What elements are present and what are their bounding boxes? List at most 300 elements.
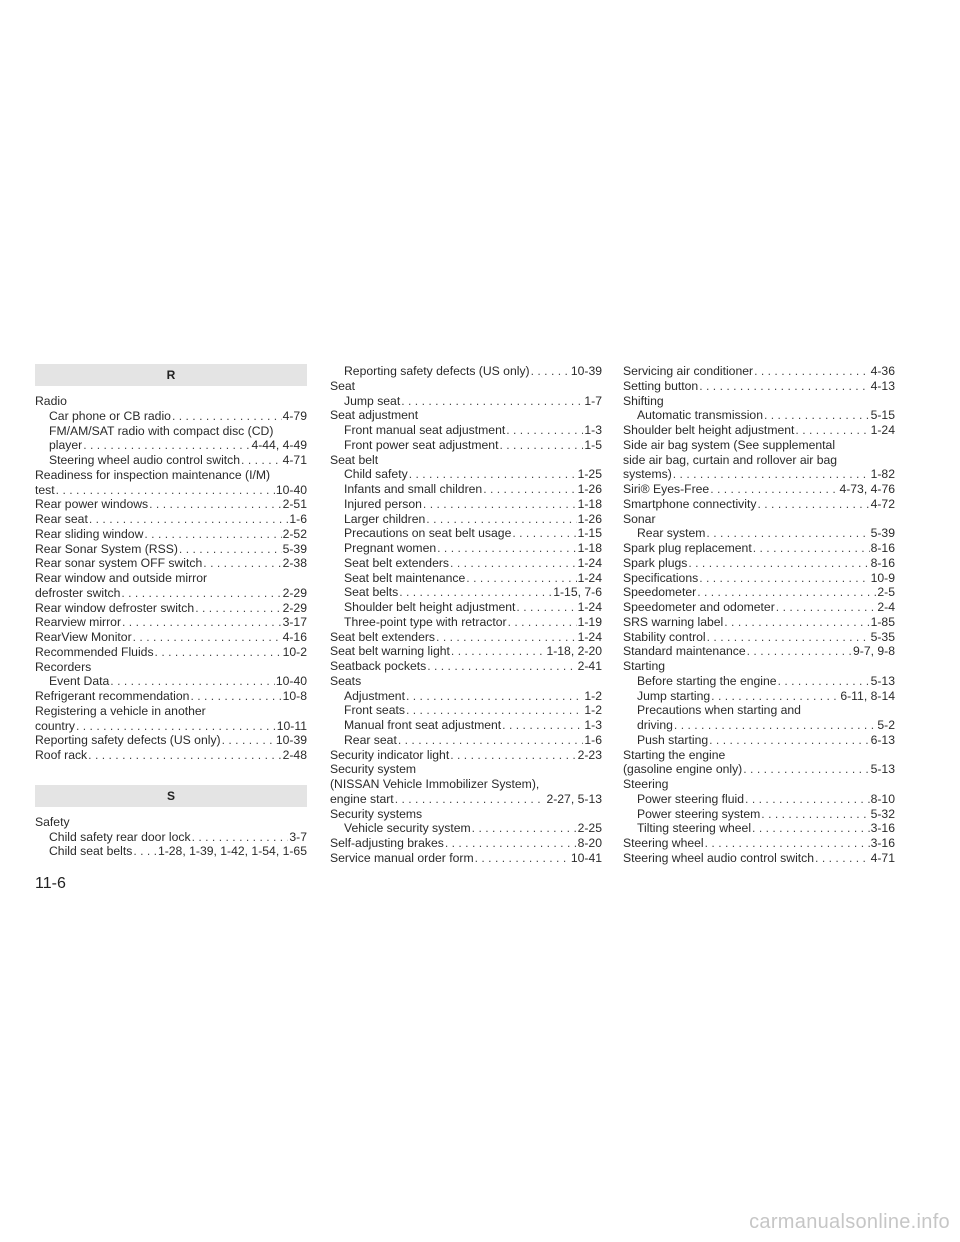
index-entry [35,497,307,512]
index-entry-term: SRS warning label [623,614,724,629]
index-entry [623,703,895,718]
page-number: 11-6 [35,875,66,892]
index-entry-term: Starting [623,659,666,673]
index-entry-page-ref[interactable]: 8-16 [870,541,895,555]
index-entry-term: Steering wheel [623,836,704,850]
index-entry-term: Rear sonar system OFF switch [35,556,203,571]
index-entry-term: Seat belt warning light [330,644,450,659]
dot-leader [398,733,584,748]
dot-leader [172,409,282,424]
index-entry [330,615,602,630]
index-entry-page-ref[interactable]: 1-82 [870,467,895,482]
index-entry-page-ref[interactable]: 5-13 [870,762,895,777]
index-entry [623,644,895,659]
index-column-1 [35,364,307,859]
index-entry-term: Starting the engine [623,747,726,762]
dot-leader [195,601,281,616]
index-entry-term: Seat belt maintenance [344,570,466,585]
index-entry-term: Seat [330,378,356,393]
index-entry-page-ref[interactable]: 10-2 [282,644,307,659]
index-entry-term: Speedometer and odometer [623,600,775,614]
index-entry [35,438,307,453]
index-entry [330,689,602,704]
index-entry-page-ref[interactable]: 2-25 [577,821,602,836]
index-entry-term: Seat belt extenders [344,555,450,570]
index-entry-term: RearView Monitor [35,630,132,644]
dot-leader [190,689,281,704]
dot-leader [149,497,281,512]
index-entry [35,719,307,734]
index-entry-page-ref[interactable]: 1-24 [577,629,602,644]
dot-leader [697,585,876,600]
index-entry [330,630,602,645]
index-entry-term: Rear seat [344,732,397,747]
index-entry-term: Security indicator light [330,747,450,762]
index-entry [330,748,602,763]
index-entry-term: driving [637,718,673,732]
index-entry-page-ref[interactable]: 8-16 [870,555,895,570]
dot-leader [88,748,281,763]
index-entry-term: Radio [35,394,67,408]
index-entry-term: Child safety [344,467,408,482]
index-entry-page-ref[interactable]: 1-85 [870,614,895,629]
index-entry-page-ref[interactable]: 1-7 [584,393,602,408]
index-entry [330,644,602,659]
dot-leader [445,836,577,851]
index-entry [330,571,602,586]
index-entry [623,836,895,851]
index-entry [330,497,602,512]
index-entry-term: Automatic transmission [637,408,763,423]
index-entry-page-ref[interactable]: 2-52 [282,526,307,541]
index-entry-term: Rearview mirror [35,615,121,630]
index-entry-page-ref[interactable]: 8-10 [870,791,895,806]
index-entry-term: Tilting steering wheel [637,821,752,836]
index-entry-term: Shifting [623,393,664,408]
dot-leader [451,644,546,659]
dot-leader [406,689,583,704]
index-entry [35,556,307,571]
dot-leader [761,807,869,822]
index-entry-page-ref[interactable]: 8-20 [577,836,602,850]
index-entry [623,718,895,733]
index-entry-page-ref[interactable]: 1-18 [577,496,602,511]
index-entry-term: Seat belts [344,585,399,600]
index-entry [35,815,307,830]
index-entry-term: Self-adjusting brakes [330,836,444,850]
index-entry-term: engine start [330,791,394,806]
index-entry [35,704,307,719]
index-entry-term: Readiness for inspection maintenance (I/M) [35,467,271,482]
index-entry-term: defroster switch [35,585,121,600]
index-entry-page-ref[interactable]: 10-39 [570,364,602,378]
index-entry-page-ref[interactable]: 1-18, 2-20 [546,644,602,659]
index-entry-term: (NISSAN Vehicle Immobilizer System), [330,777,540,791]
index-entry-page-ref[interactable]: 6-11, 8-14 [840,688,895,703]
index-entry [35,674,307,689]
index-entry-term: test [35,482,55,497]
index-entry [623,364,895,379]
index-entry [330,394,602,409]
index-entry [623,792,895,807]
index-entry-term: Pregnant women [344,541,437,555]
index-entry-term: Steering wheel audio control switch [49,453,241,467]
index-entry-page-ref[interactable]: 1-2 [584,688,602,703]
index-entry [35,615,307,630]
index-entry-page-ref[interactable]: 1-24 [870,423,895,437]
index-entry-term: Seatback pockets [330,659,427,673]
index-entry-page-ref[interactable]: 3-17 [282,615,307,630]
index-entry-term: player [49,438,83,453]
dot-leader [179,542,282,557]
index-entry-page-ref[interactable]: 2-41 [577,659,602,673]
index-entry-page-ref[interactable]: 5-15 [870,408,895,423]
dot-leader [711,689,839,704]
dot-leader [89,512,289,527]
index-entry [330,792,602,807]
dot-leader [724,615,869,630]
dot-leader [399,585,552,600]
dot-leader [110,674,275,689]
dot-leader [508,615,577,630]
index-entry-page-ref[interactable]: 1-6 [289,512,307,526]
index-entry-term: country [35,718,75,733]
index-entry-term: Child seat belts [49,844,133,859]
index-entry-term: Standard maintenance [623,644,746,659]
dot-leader [754,364,870,379]
index-entry-page-ref[interactable]: 2-4 [877,600,895,614]
index-entry-term: Seat belt extenders [330,629,436,644]
index-entry-page-ref[interactable]: 4-44, 4-49 [251,438,307,453]
dot-leader [466,571,576,586]
dot-leader [673,467,870,482]
dot-leader [778,674,870,689]
index-entry [330,512,602,527]
index-entry [330,733,602,748]
index-entry [623,467,895,482]
index-entry-page-ref[interactable]: 1-26 [577,482,602,496]
index-entry-page-ref[interactable]: 1-19 [577,614,602,629]
dot-leader [437,541,576,556]
index-entry [35,542,307,557]
index-entry-page-ref[interactable]: 1-26 [577,511,602,526]
dot-leader [133,630,282,645]
dot-leader [409,467,577,482]
index-entry [35,601,307,616]
dot-leader [710,482,838,497]
dot-leader [401,394,583,409]
index-entry [623,423,895,438]
index-entry-term: Side air bag system (See supplemental [623,437,836,452]
index-entry-term: Servicing air conditioner [623,364,754,378]
index-entry-page-ref[interactable]: 1-25 [577,467,602,482]
dot-leader [706,526,869,541]
index-entry-page-ref[interactable]: 4-72 [870,496,895,511]
index-entry-page-ref[interactable]: 5-32 [870,806,895,821]
index-entry-term: Car phone or CB radio [49,408,171,423]
index-entry-page-ref[interactable]: 4-73, 4-76 [839,482,895,496]
dot-leader [499,438,583,453]
index-entry-term: FM/AM/SAT radio with compact disc (CD) [49,423,274,438]
dot-leader [753,541,870,556]
index-entry-term: Seats [330,673,362,688]
index-entry-term: Rear window defroster switch [35,600,195,615]
index-entry [35,733,307,748]
index-entry-term: Front seats [344,703,405,718]
index-entry-page-ref[interactable]: 10-11 [276,718,307,733]
index-entry-page-ref[interactable]: 1-6 [584,732,602,747]
dot-leader [707,630,870,645]
index-entry [623,453,895,468]
index-entry-term: Security system [330,762,417,777]
index-entry-page-ref[interactable]: 1-15 [577,526,602,541]
index-entry [35,586,307,601]
index-entry [330,807,602,822]
index-entry-page-ref[interactable]: 1-3 [584,718,602,732]
index-entry-page-ref[interactable]: 10-9 [870,570,895,585]
index-entry-page-ref[interactable]: 1-3 [584,423,602,437]
index-entry [330,467,602,482]
index-entry [330,600,602,615]
index-entry-term: Rear seat [35,512,88,526]
index-entry [35,645,307,660]
index-entry-term: Seat belt [330,452,379,467]
index-entry [35,630,307,645]
dot-leader [674,718,876,733]
index-entry-term: Refrigerant recommendation [35,689,190,703]
index-entry-page-ref[interactable]: 1-18 [577,541,602,555]
dot-leader [155,645,282,660]
index-column-3 [623,364,895,866]
index-entry-term: Child safety rear door lock [49,829,191,844]
index-entry-term: Reporting safety defects (US only) [35,733,221,748]
index-entry [623,571,895,586]
index-entry-term: Manual front seat adjustment [344,718,502,732]
index-entry [35,453,307,468]
index-entry-page-ref[interactable]: 5-2 [877,718,895,732]
index-entry-page-ref[interactable]: 4-79 [282,408,307,423]
index-entry-page-ref[interactable]: 2-23 [577,747,602,762]
index-entry-page-ref[interactable]: 2-29 [282,600,307,615]
dot-leader [423,497,577,512]
index-entry [623,762,895,777]
index-entry-page-ref[interactable]: 1-15, 7-6 [553,585,602,600]
index-entry-term: side air bag, curtain and rollover air bag [623,452,838,467]
dot-leader [426,512,576,527]
index-entry-page-ref[interactable]: 2-48 [282,748,307,762]
index-entry-page-ref[interactable]: 4-71 [282,453,307,467]
index-entry [330,821,602,836]
dot-leader [472,821,577,836]
index-entry-term: Before starting the engine [637,673,777,688]
index-entry-term: Power steering fluid [637,791,745,806]
index-entry-term: Seat adjustment [330,408,419,423]
index-entry [330,453,602,468]
dot-leader [752,821,870,836]
index-entry [330,762,602,777]
index-entry-page-ref[interactable]: 4-13 [870,378,895,393]
index-entry [35,571,307,586]
index-entry-term: Injured person [344,496,422,511]
dot-leader [743,762,869,777]
index-entry-term: Recorders [35,659,92,674]
index-entry-term: Recommended Fluids [35,644,154,659]
index-entry-page-ref[interactable]: 4-16 [282,630,307,644]
index-entry [330,408,602,423]
dot-leader [688,556,869,571]
index-entry [35,409,307,424]
index-entry-term: Vehicle security system [344,821,471,836]
dot-leader [531,364,570,379]
dot-leader [502,718,583,733]
section-header: S [35,785,307,807]
index-entry-page-ref[interactable]: 1-24 [577,555,602,570]
index-entry-term: Specifications [623,570,699,585]
index-entry [330,482,602,497]
index-entry-term: Security systems [330,806,423,821]
index-entry-term: Front power seat adjustment [344,437,499,452]
index-entry-term: Smartphone connectivity [623,496,757,511]
index-entry [623,674,895,689]
index-entry-term: Precautions on seat belt usage [344,526,512,541]
index-entry-page-ref[interactable]: 10-41 [570,850,602,865]
index-entry-term: Setting button [623,378,699,393]
index-entry [623,482,895,497]
index-entry-page-ref[interactable]: 9-7, 9-8 [852,644,895,659]
index-entry [623,689,895,704]
index-entry [623,748,895,763]
dot-leader [122,615,282,630]
index-entry-page-ref[interactable]: 2-27, 5-13 [546,791,602,806]
index-entry-page-ref[interactable]: 2-38 [282,556,307,571]
index-entry-page-ref[interactable]: 10-39 [275,733,307,748]
index-entry-page-ref[interactable]: 5-35 [870,629,895,644]
index-entry [623,733,895,748]
index-entry-page-ref[interactable]: 10-40 [275,482,307,497]
index-entry-term: Shoulder belt height adjustment [344,600,516,614]
index-entry [623,438,895,453]
dot-leader [795,423,869,438]
index-entry-page-ref[interactable]: 1-24 [577,600,602,614]
index-entry [623,408,895,423]
index-entry-page-ref[interactable]: 1-2 [584,703,602,718]
index-entry-page-ref[interactable]: 4-36 [870,364,895,378]
section-header: R [35,364,307,386]
index-entry [623,615,895,630]
index-entry-term: Stability control [623,629,706,644]
index-entry-page-ref[interactable]: 3-7 [289,829,307,844]
index-entry [35,689,307,704]
index-entry [623,556,895,571]
dot-leader [764,408,870,423]
dot-leader [83,438,250,453]
index-entry [623,394,895,409]
index-column-2 [330,364,602,866]
index-entry [330,836,602,851]
index-entry-term: Larger children [344,511,426,526]
index-entry [623,526,895,541]
dot-leader [483,482,576,497]
index-entry [330,379,602,394]
dot-leader [776,600,877,615]
index-entry-term: Rear window and outside mirror [35,571,208,585]
index-entry [623,585,895,600]
index-entry-term: Spark plugs [623,555,688,570]
index-entry-term: Jump starting [637,688,711,703]
dot-leader [450,748,576,763]
index-entry-page-ref[interactable]: 4-71 [870,850,895,865]
index-entry-page-ref[interactable]: 2-5 [877,585,895,600]
index-entry-term: Rear sliding window [35,526,144,541]
index-entry-term: Registering a vehicle in another [35,703,206,718]
index-entry-page-ref[interactable]: 6-13 [870,732,895,747]
index-entry-term: Siri® Eyes-Free [623,482,710,496]
index-entry-term: Sonar [623,511,656,526]
index-entry [330,674,602,689]
dot-leader [76,719,276,734]
index-entry [35,748,307,763]
index-entry [35,527,307,542]
dot-leader [241,453,282,468]
index-entry [330,423,602,438]
index-entry-term: Push starting [637,732,709,747]
index-entry-page-ref[interactable]: 5-39 [870,526,895,541]
index-entry [330,585,602,600]
index-entry [35,512,307,527]
index-entry [623,600,895,615]
index-entry-page-ref[interactable]: 5-39 [282,541,307,556]
index-entry-page-ref[interactable]: 3-16 [870,821,895,836]
watermark: carmanualsonline.info [749,1211,950,1233]
dot-leader [450,556,577,571]
dot-leader [121,586,281,601]
index-entry-term: Spark plug replacement [623,541,752,555]
index-entry-page-ref[interactable]: 1-5 [584,437,602,452]
dot-leader [705,836,870,851]
index-entry [330,556,602,571]
index-entry-page-ref[interactable]: 1-28, 1-39, 1-42, 1-54, 1-65 [157,844,307,859]
index-entry-page-ref[interactable]: 10-40 [275,674,307,689]
index-entry-term: Jump seat [344,393,401,408]
dot-leader [133,844,157,859]
dot-leader [745,792,870,807]
index-entry-page-ref[interactable]: 2-51 [282,497,307,512]
dot-leader [222,733,275,748]
index-entry-term: Shoulder belt height adjustment [623,423,795,437]
dot-leader [747,644,852,659]
dot-leader [699,379,869,394]
index-entry-page-ref[interactable]: 2-29 [282,585,307,600]
dot-leader [512,526,576,541]
index-entry-term: Rear power windows [35,497,149,512]
index-entry-page-ref[interactable]: 3-16 [870,836,895,850]
index-entry-page-ref[interactable]: 1-24 [577,570,602,585]
index-entry-term: Event Data [49,674,110,689]
index-entry-page-ref[interactable]: 5-13 [870,673,895,688]
index-entry-term: Rear Sonar System (RSS) [35,541,178,556]
index-entry-term: Reporting safety defects (US only) [344,364,530,378]
index-entry [623,541,895,556]
index-entry [330,364,602,379]
index-entry [623,851,895,866]
index-entry-term: Power steering system [637,806,761,821]
index-entry-term: Speedometer [623,585,697,600]
index-entry [330,659,602,674]
index-entry-term: Service manual order form [330,850,474,865]
index-entry-page-ref[interactable]: 10-8 [282,689,307,703]
dot-leader [709,733,869,748]
index-entry-term: Precautions when starting and [637,703,801,718]
